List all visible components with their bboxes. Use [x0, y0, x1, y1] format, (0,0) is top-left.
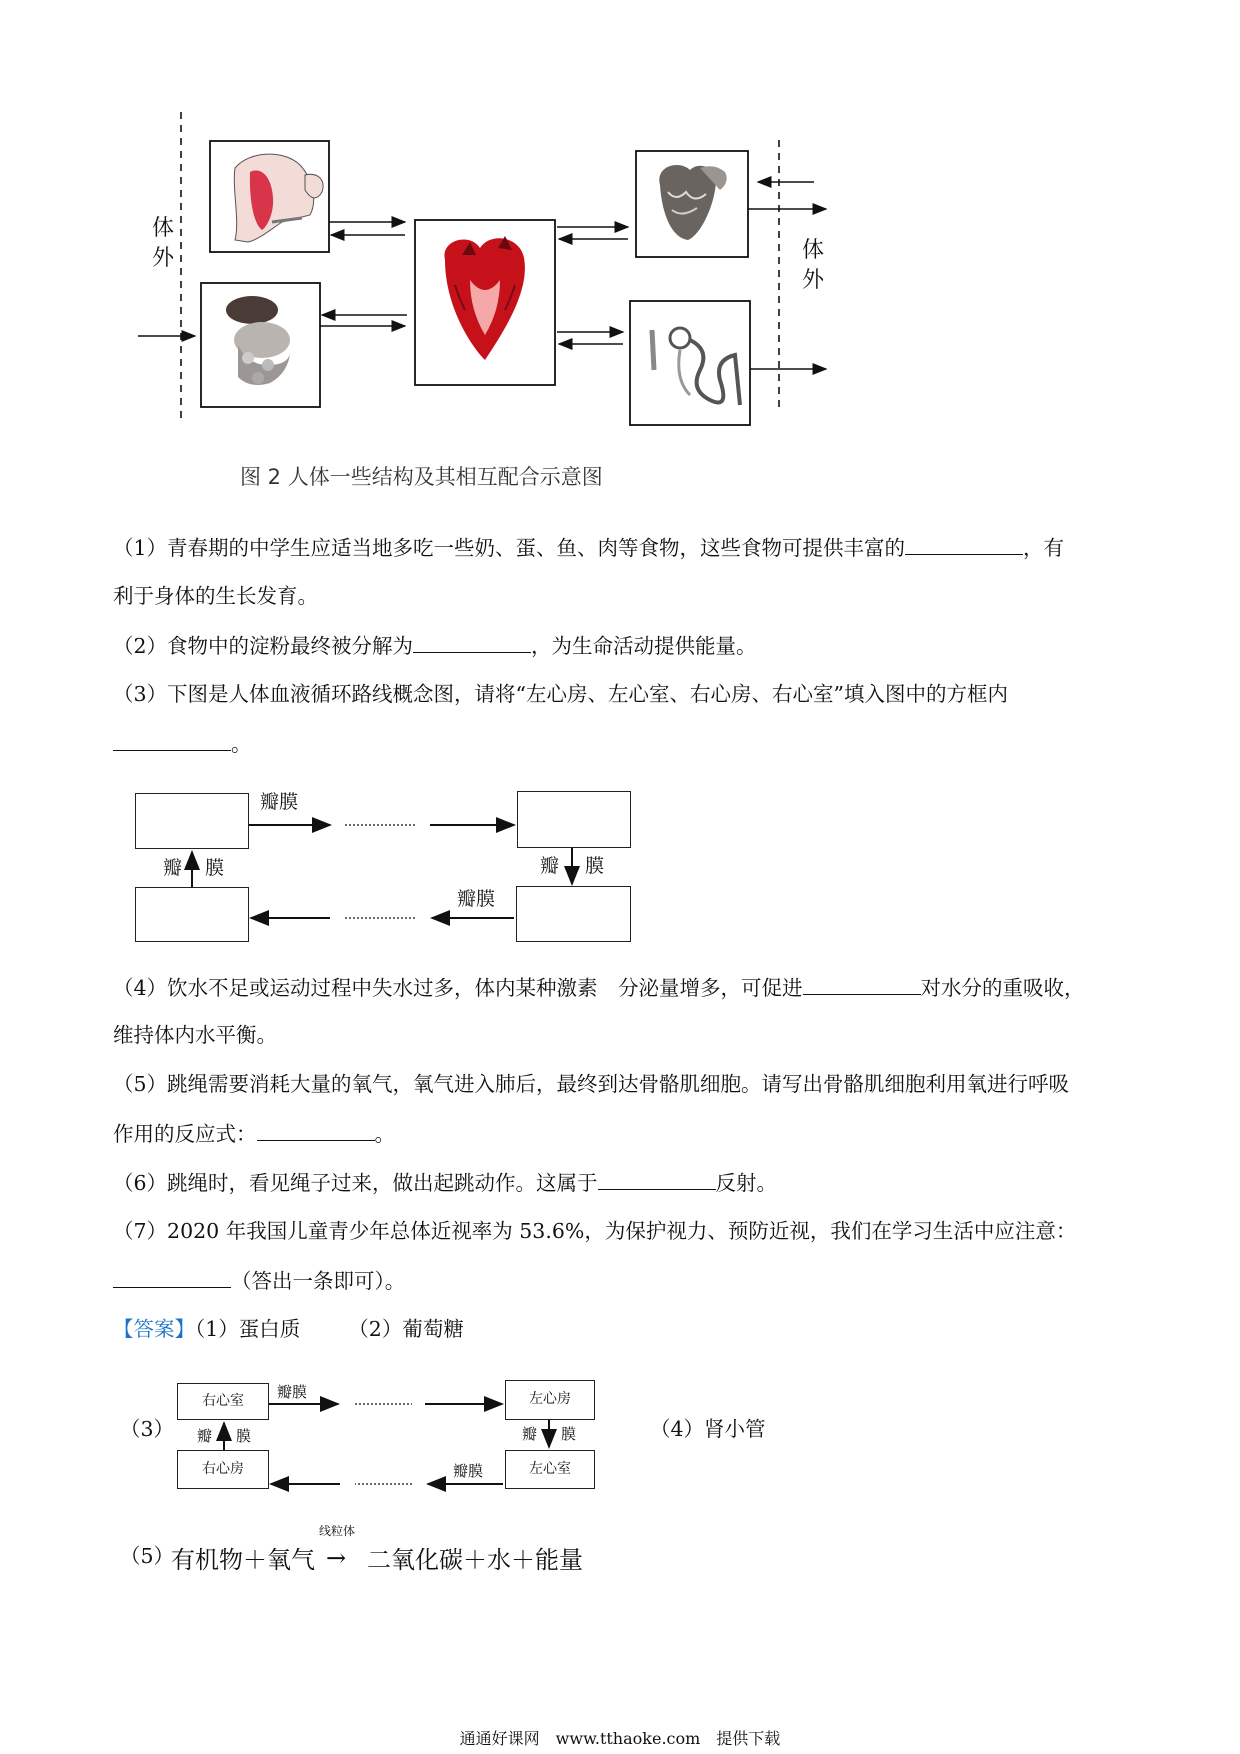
question-1	[113, 532, 1064, 563]
valve-label-left-1: 瓣	[163, 857, 183, 879]
answer-box-right-ventricle	[177, 1383, 269, 1420]
question-3: （3）下图是人体血液循环路线概念图，请将“左心房、左心室、右心房、右心室”填入图中的方框内	[113, 682, 1009, 706]
answer-box-left-atrium	[505, 1380, 595, 1420]
valve-label-right-1: 瓣	[540, 855, 560, 877]
answer-valve-right-2: 膜	[561, 1425, 577, 1443]
question-7-cont	[113, 1265, 405, 1296]
outside-body-label-left: 体外	[152, 216, 175, 271]
answer-valve-top: 瓣膜	[277, 1383, 308, 1401]
q1-text: （1）青春期的中学生应适当地多吃一些奶、蛋、鱼、肉等食物，这些食物可提供丰富的	[113, 536, 906, 560]
q1-text-end: ，有	[1023, 536, 1065, 560]
answer-3-label: （3）	[120, 1417, 175, 1441]
figure-2-diagram	[0, 0, 1240, 460]
answer-1: （1）蛋白质	[195, 1317, 301, 1341]
q3-answer-blank[interactable]	[113, 728, 231, 751]
q5-text-end: 。	[374, 1122, 395, 1146]
valve-label-left-2: 膜	[205, 857, 225, 879]
q5-answer-blank[interactable]	[257, 1118, 375, 1141]
q1-answer-blank[interactable]	[905, 532, 1023, 555]
outside-body-label-right: 体外	[802, 238, 825, 293]
answer-5-arrow: →	[326, 1544, 347, 1572]
answer-box-left-atrium-label: 左心房	[529, 1391, 571, 1407]
figure-caption: 图 2 人体一些结构及其相互配合示意图	[240, 465, 603, 489]
answer-box-right-ventricle-label: 右心室	[202, 1393, 244, 1409]
q5-text: 作用的反应式：	[113, 1122, 257, 1146]
valve-label-right-2: 膜	[585, 855, 605, 877]
answer-box-left-ventricle	[505, 1450, 595, 1489]
q6-text-end: 反射。	[715, 1171, 778, 1195]
answer-5-label: （5）	[120, 1544, 175, 1568]
question-3-cont	[113, 728, 252, 759]
answer-4: （4）肾小管	[650, 1417, 766, 1441]
q4-answer-blank[interactable]	[803, 972, 921, 995]
answer-valve-bottom: 瓣膜	[453, 1462, 484, 1480]
blank-box-bottom-left[interactable]	[135, 887, 249, 942]
answer-box-right-atrium-label: 右心房	[202, 1461, 244, 1477]
blank-box-top-right[interactable]	[517, 791, 631, 848]
q4-text-end: 对水分的重吸收，	[920, 976, 1085, 1000]
q3-text-end: 。	[231, 732, 252, 756]
answer-5-products: 二氧化碳＋水＋能量	[367, 1546, 583, 1574]
question-6	[113, 1167, 777, 1198]
answer-valve-left-1: 瓣	[197, 1427, 213, 1445]
blank-box-bottom-right[interactable]	[516, 886, 631, 942]
answer-5-condition: 线粒体	[319, 1524, 356, 1538]
answer-box-right-atrium	[177, 1450, 269, 1489]
kidney-box	[630, 301, 750, 425]
question-4	[113, 972, 1085, 1003]
answer-tag: 【答案】	[113, 1317, 195, 1341]
q4-text: （4）饮水不足或运动过程中失水过多，体内某种激素 分泌量增多，可促进	[113, 976, 803, 1000]
question-5-cont	[113, 1118, 395, 1149]
valve-label-bottom: 瓣膜	[457, 888, 496, 910]
answer-box-left-ventricle-label: 左心室	[529, 1461, 571, 1477]
question-4-cont: 维持体内水平衡。	[113, 1023, 277, 1047]
q6-answer-blank[interactable]	[598, 1167, 716, 1190]
answer-5-reactants: 有机物＋氧气	[171, 1546, 315, 1574]
answer-valve-left-2: 膜	[236, 1427, 252, 1445]
question-5: （5）跳绳需要消耗大量的氧气，氧气进入肺后，最终到达骨骼肌细胞。请写出骨骼肌细胞利用氧进行呼吸	[113, 1072, 1070, 1096]
q6-text: （6）跳绳时，看见绳子过来，做出起跳动作。这属于	[113, 1171, 598, 1195]
blank-box-top-left[interactable]	[135, 793, 249, 849]
q2-text-end: ，为生命活动提供能量。	[531, 634, 757, 658]
q7-answer-blank[interactable]	[113, 1265, 231, 1288]
q7-text-end: （答出一条即可）。	[231, 1269, 406, 1293]
valve-label-top: 瓣膜	[260, 791, 299, 813]
q2-answer-blank[interactable]	[413, 630, 531, 653]
question-7: （7）2020 年我国儿童青少年总体近视率为 53.6%，为保护视力、预防近视，我们在学习生活中应注意：	[113, 1219, 1077, 1243]
page-footer: 通通好课网 www.tthaoke.com 提供下载	[459, 1729, 781, 1748]
question-2	[113, 630, 757, 661]
question-1-cont: 利于身体的生长发育。	[113, 584, 318, 608]
answer-line-1	[113, 1314, 464, 1344]
answer-valve-right-1: 瓣	[522, 1425, 538, 1443]
q2-text: （2）食物中的淀粉最终被分解为	[113, 634, 414, 658]
answer-2: （2）葡萄糖	[348, 1317, 464, 1341]
